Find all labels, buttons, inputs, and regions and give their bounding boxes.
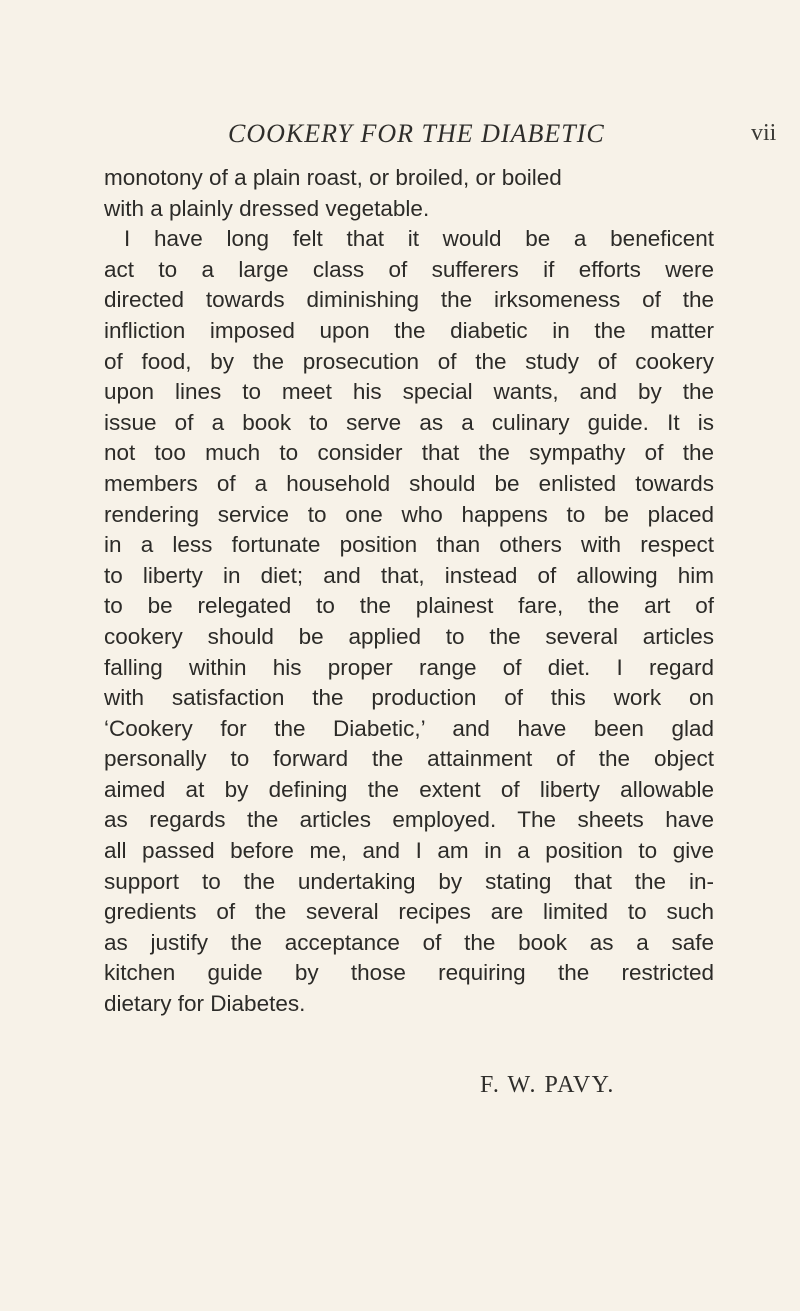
text-line: cookery should be applied to the several articles — [104, 623, 714, 649]
author-signature: F. W. PAVY. — [480, 1072, 615, 1098]
text-line: to liberty in diet; and that, instead of allowing him — [104, 562, 714, 588]
text-line: act to a large class of sufferers if efforts were — [104, 256, 714, 282]
body-paragraphs — [104, 163, 714, 1020]
text-line: monotony of a plain roast, or broiled, or boiled — [104, 165, 562, 190]
text-line: falling within his proper range of diet. I regard — [104, 654, 714, 680]
text-line: with satisfaction the production of this work on — [104, 685, 714, 711]
text-line: ‘Cookery for the Diabetic,’ and have been glad — [104, 715, 714, 741]
text-line: in a less fortunate position than others with respect — [104, 532, 714, 558]
text-line: all passed before me, and I am in a position to give — [104, 838, 714, 864]
text-line: I have long felt that it would be a beneficent — [124, 226, 714, 252]
text-line: not too much to consider that the sympathy of the — [104, 440, 714, 466]
text-line: as justify the acceptance of the book as a safe — [104, 929, 714, 955]
text-line: rendering service to one who happens to be placed — [104, 501, 714, 527]
text-line: as regards the articles employed. The sheets have — [104, 807, 714, 833]
text-line: kitchen guide by those requiring the restricted — [104, 960, 714, 986]
text-line: of food, by the prosecution of the study of cookery — [104, 348, 714, 374]
text-line: dietary for Diabetes. — [104, 991, 306, 1017]
text-line: aimed at by defining the extent of liberty allowable — [104, 776, 714, 802]
text-line: members of a household should be enlisted towards — [104, 470, 714, 496]
text-line: personally to forward the attainment of the object — [104, 746, 714, 772]
text-line: with a plainly dressed vegetable. — [104, 195, 430, 221]
page-number: vii — [751, 120, 777, 146]
text-line: issue of a book to serve as a culinary guide. It is — [104, 409, 714, 435]
running-header-title: COOKERY FOR THE DIABETIC — [228, 119, 605, 148]
text-line: infliction imposed upon the diabetic in the matter — [104, 317, 714, 343]
text-line: to be relegated to the plainest fare, the art of — [104, 593, 714, 619]
text-line: directed towards diminishing the irksomeness of the — [104, 287, 714, 313]
text-line: gredients of the several recipes are limited to such — [104, 899, 714, 925]
text-line: upon lines to meet his special wants, and by the — [104, 379, 714, 405]
text-line: support to the undertaking by stating that the in- — [104, 868, 714, 894]
